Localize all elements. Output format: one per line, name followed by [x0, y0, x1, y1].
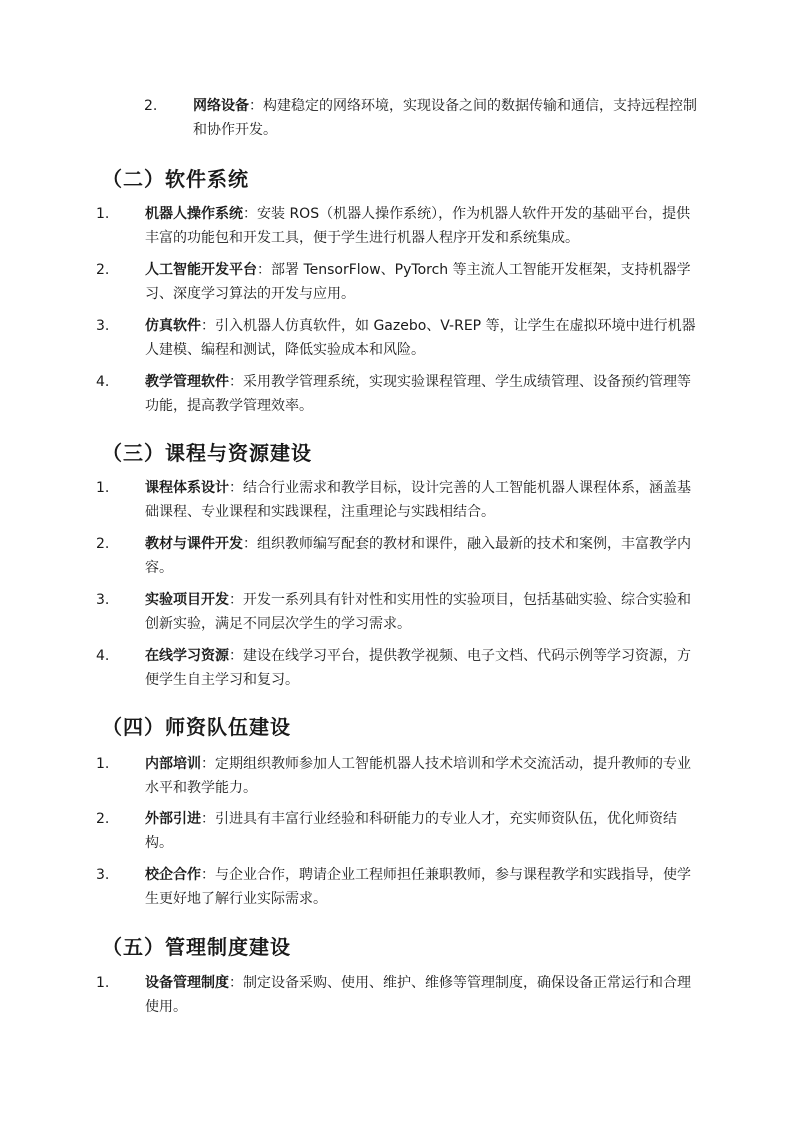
- list-number: 2.: [96, 811, 110, 827]
- list-desc: 组织教师编写配套的教材和课件，融入最新的技术和案例，丰富教学内容。: [145, 536, 691, 576]
- list-text: [145, 807, 701, 855]
- list-text: [145, 202, 701, 250]
- list-text: [145, 258, 701, 306]
- section-heading: （三）课程与资源建设: [102, 441, 312, 465]
- list-desc: 制定设备采购、使用、维护、维修等管理制度，确保设备正常运行和合理使用。: [145, 975, 691, 1015]
- list-desc: 安装 ROS（机器人操作系统），作为机器人软件开发的基础平台，提供丰富的功能包和开发工具，便于学生进行机器人程序开发和系统集成。: [145, 206, 691, 246]
- list-sep: ：: [229, 374, 243, 390]
- list-sep: ：: [243, 536, 257, 552]
- list-desc: 开发一系列具有针对性和实用性的实验项目，包括基础实验、综合实验和创新实验，满足不同层次学生的学习需求。: [145, 592, 691, 632]
- list-desc: 引入机器人仿真软件，如 Gazebo、V-REP 等，让学生在虚拟环境中进行机器人建模、编程和测试，降低实验成本和风险。: [145, 318, 696, 358]
- list-text: [145, 644, 701, 692]
- list-term: 教材与课件开发: [145, 536, 243, 552]
- list-sep: ：: [229, 592, 243, 608]
- list-text: [145, 314, 701, 362]
- list-number: 1.: [96, 756, 110, 772]
- section-heading: （五）管理制度建设: [102, 935, 291, 959]
- list-desc: 结合行业需求和教学目标，设计完善的人工智能机器人课程体系，涵盖基础课程、专业课程和实践课程，注重理论与实践相结合。: [145, 480, 691, 520]
- list-text: [145, 370, 701, 418]
- list-term: 仿真软件: [145, 318, 201, 334]
- list-text: [193, 94, 701, 142]
- list-sep: ：: [201, 318, 215, 334]
- list-number: 3.: [96, 592, 110, 608]
- list-number: 2.: [144, 98, 158, 114]
- list-term: 外部引进: [145, 811, 201, 827]
- list-text: [145, 588, 701, 636]
- list-number: 2.: [96, 536, 110, 552]
- list-desc: 与企业合作，聘请企业工程师担任兼职教师，参与课程教学和实践指导，使学生更好地了解行业实际需求。: [145, 867, 691, 907]
- section-heading: （二）软件系统: [102, 167, 249, 191]
- list-number: 1.: [96, 480, 110, 496]
- list-term: 设备管理制度: [145, 975, 229, 991]
- list-text: [145, 532, 701, 580]
- list-term: 网络设备: [193, 98, 249, 114]
- list-text: [145, 476, 701, 524]
- list-desc: 定期组织教师参加人工智能机器人技术培训和学术交流活动，提升教师的专业水平和教学能力。: [145, 756, 691, 796]
- list-sep: ：: [201, 811, 215, 827]
- list-desc: 引进具有丰富行业经验和科研能力的专业人才，充实师资队伍，优化师资结构。: [145, 811, 677, 851]
- list-sep: ：: [243, 206, 257, 222]
- list-sep: ：: [257, 262, 271, 278]
- list-text: [145, 971, 701, 1019]
- list-number: 2.: [96, 262, 110, 278]
- list-number: 4.: [96, 648, 110, 664]
- list-text: [145, 752, 701, 800]
- list-number: 3.: [96, 318, 110, 334]
- list-sep: ：: [249, 98, 263, 114]
- section-heading: （四）师资队伍建设: [102, 715, 291, 739]
- list-sep: ：: [229, 480, 243, 496]
- list-sep: ：: [229, 975, 243, 991]
- list-text: [145, 863, 701, 911]
- list-term: 教学管理软件: [145, 374, 229, 390]
- list-desc: 采用教学管理系统，实现实验课程管理、学生成绩管理、设备预约管理等功能，提高教学管理效率。: [145, 374, 691, 414]
- list-number: 1.: [96, 975, 110, 991]
- list-sep: ：: [229, 648, 243, 664]
- list-number: 1.: [96, 206, 110, 222]
- list-term: 机器人操作系统: [145, 206, 243, 222]
- list-desc: 建设在线学习平台，提供教学视频、电子文档、代码示例等学习资源，方便学生自主学习和复习。: [145, 648, 691, 688]
- list-term: 实验项目开发: [145, 592, 229, 608]
- list-desc: 部署 TensorFlow、PyTorch 等主流人工智能开发框架，支持机器学习、深度学习算法的开发与应用。: [145, 262, 691, 302]
- list-term: 校企合作: [145, 867, 201, 883]
- list-term: 课程体系设计: [145, 480, 229, 496]
- list-term: 人工智能开发平台: [145, 262, 257, 278]
- list-sep: ：: [201, 756, 215, 772]
- list-term: 在线学习资源: [145, 648, 229, 664]
- list-term: 内部培训: [145, 756, 201, 772]
- list-sep: ：: [201, 867, 215, 883]
- list-number: 3.: [96, 867, 110, 883]
- list-number: 4.: [96, 374, 110, 390]
- list-desc: 构建稳定的网络环境，实现设备之间的数据传输和通信，支持远程控制和协作开发。: [193, 98, 697, 138]
